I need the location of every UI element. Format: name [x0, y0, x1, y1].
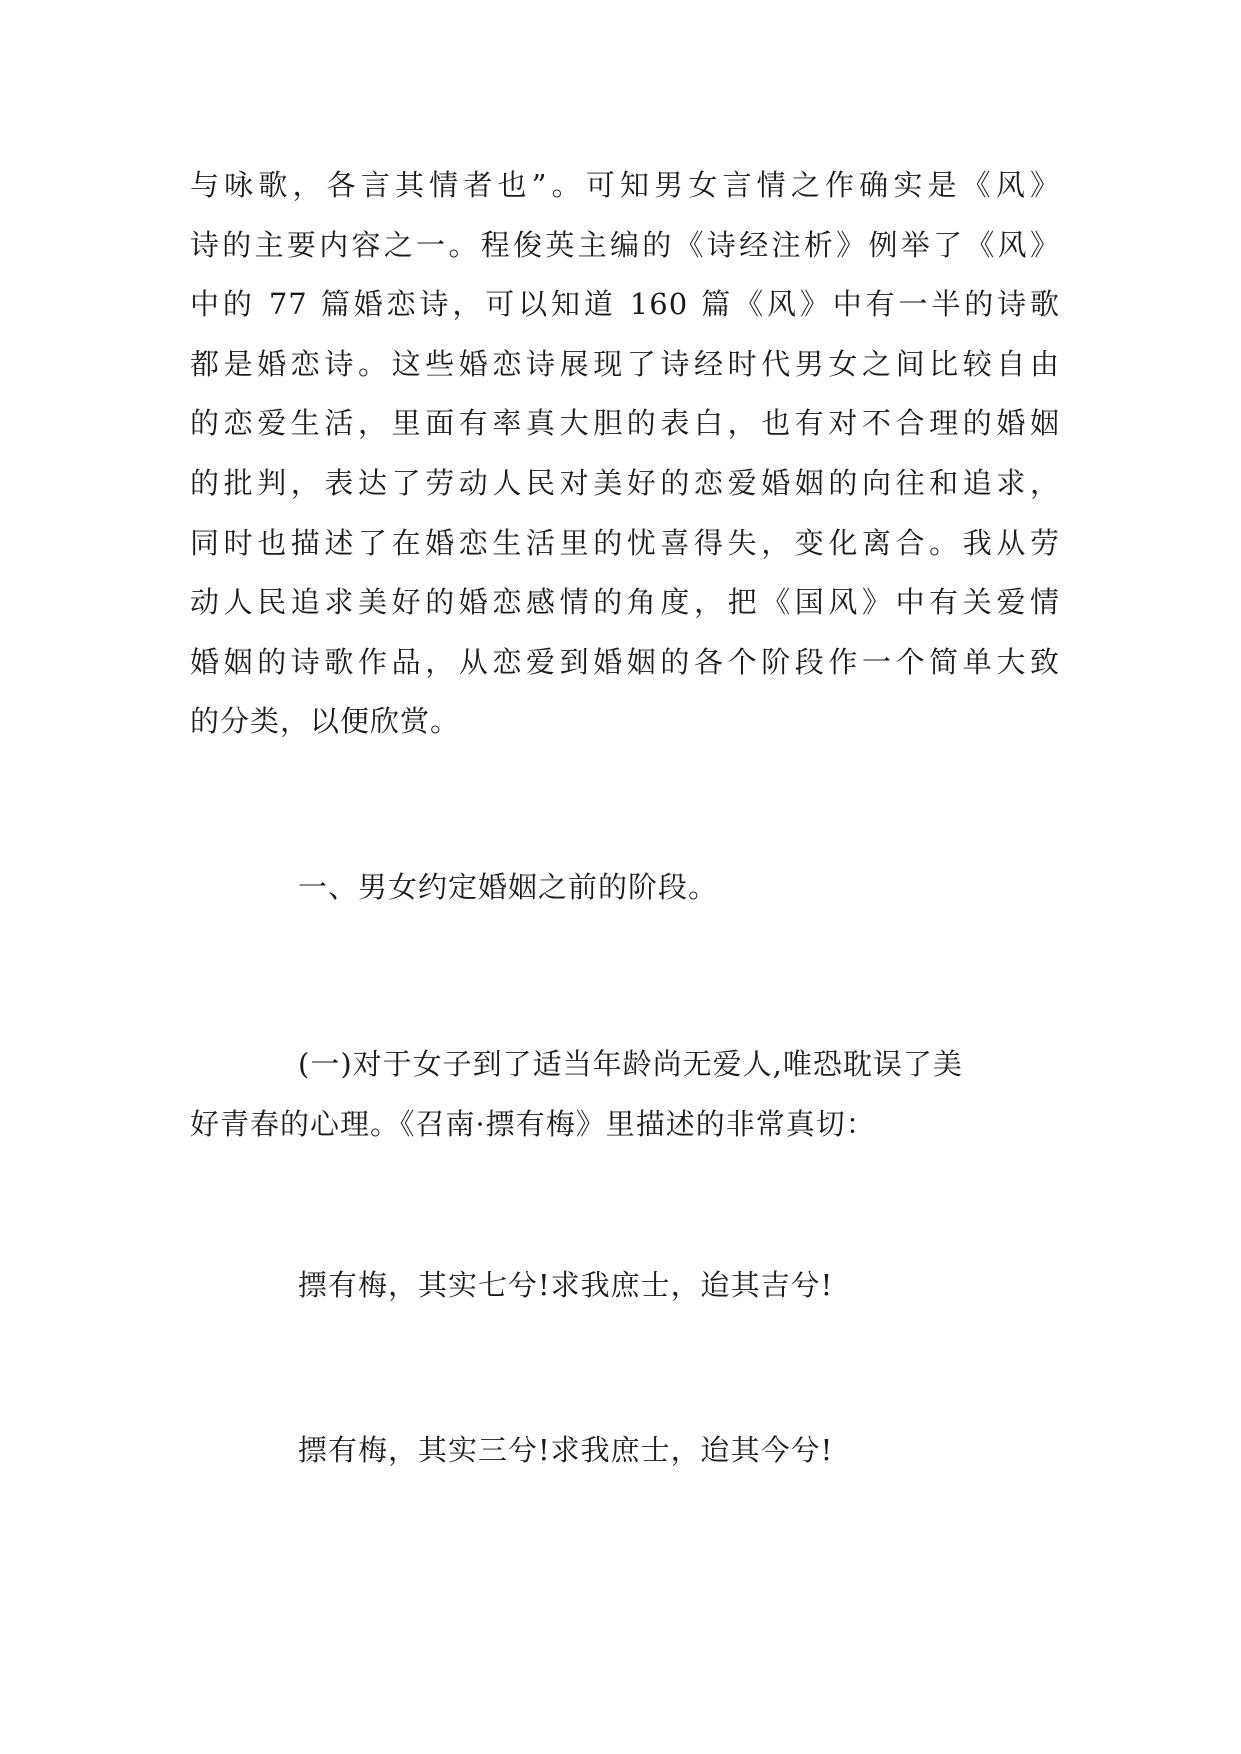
verse-line: 摽有梅，其实七兮!求我庶士，迨其吉兮! [298, 1268, 834, 1302]
paragraph-line: 诗的主要内容之一。程俊英主编的《诗经注析》例举了《风》 [190, 227, 1060, 262]
paragraph-line: 婚姻的诗歌作品，从恋爱到婚姻的各个阶段作一个简单大致 [190, 644, 1060, 679]
intro-paragraph [190, 156, 1060, 752]
paragraph-line: 都是婚恋诗。这些婚恋诗展现了诗经时代男女之间比较自由 [190, 346, 1060, 381]
paragraph-line: (一)对于女子到了适当年龄尚无爱人,唯恐耽误了美 [298, 1047, 963, 1081]
paragraph-line: 好青春的心理。《召南·摽有梅》里描述的非常真切： [190, 1106, 876, 1141]
paragraph-line: 中的 77 篇婚恋诗，可以知道 160 篇《风》中有一半的诗歌 [190, 287, 1060, 322]
paragraph-line: 的恋爱生活，里面有率真大胆的表白，也有对不合理的婚姻 [190, 406, 1060, 441]
section-heading: 一、男女约定婚姻之前的阶段。 [298, 870, 719, 904]
paragraph-line: 与咏歌，各言其情者也”。可知男女言情之作确实是《风》 [190, 168, 1060, 202]
paragraph-line: 动人民追求美好的婚恋感情的角度，把《国风》中有关爱情 [190, 585, 1060, 620]
subsection-paragraph [190, 1035, 1060, 1154]
paragraph-line: 的分类，以便欣赏。 [190, 704, 461, 739]
paragraph-line: 同时也描述了在婚恋生活里的忧喜得失，变化离合。我从劳 [190, 525, 1060, 560]
verse-line: 摽有梅，其实三兮!求我庶士，迨其今兮! [298, 1433, 834, 1467]
paragraph-line: 的批判，表达了劳动人民对美好的恋爱婚姻的向往和追求， [190, 465, 1060, 500]
